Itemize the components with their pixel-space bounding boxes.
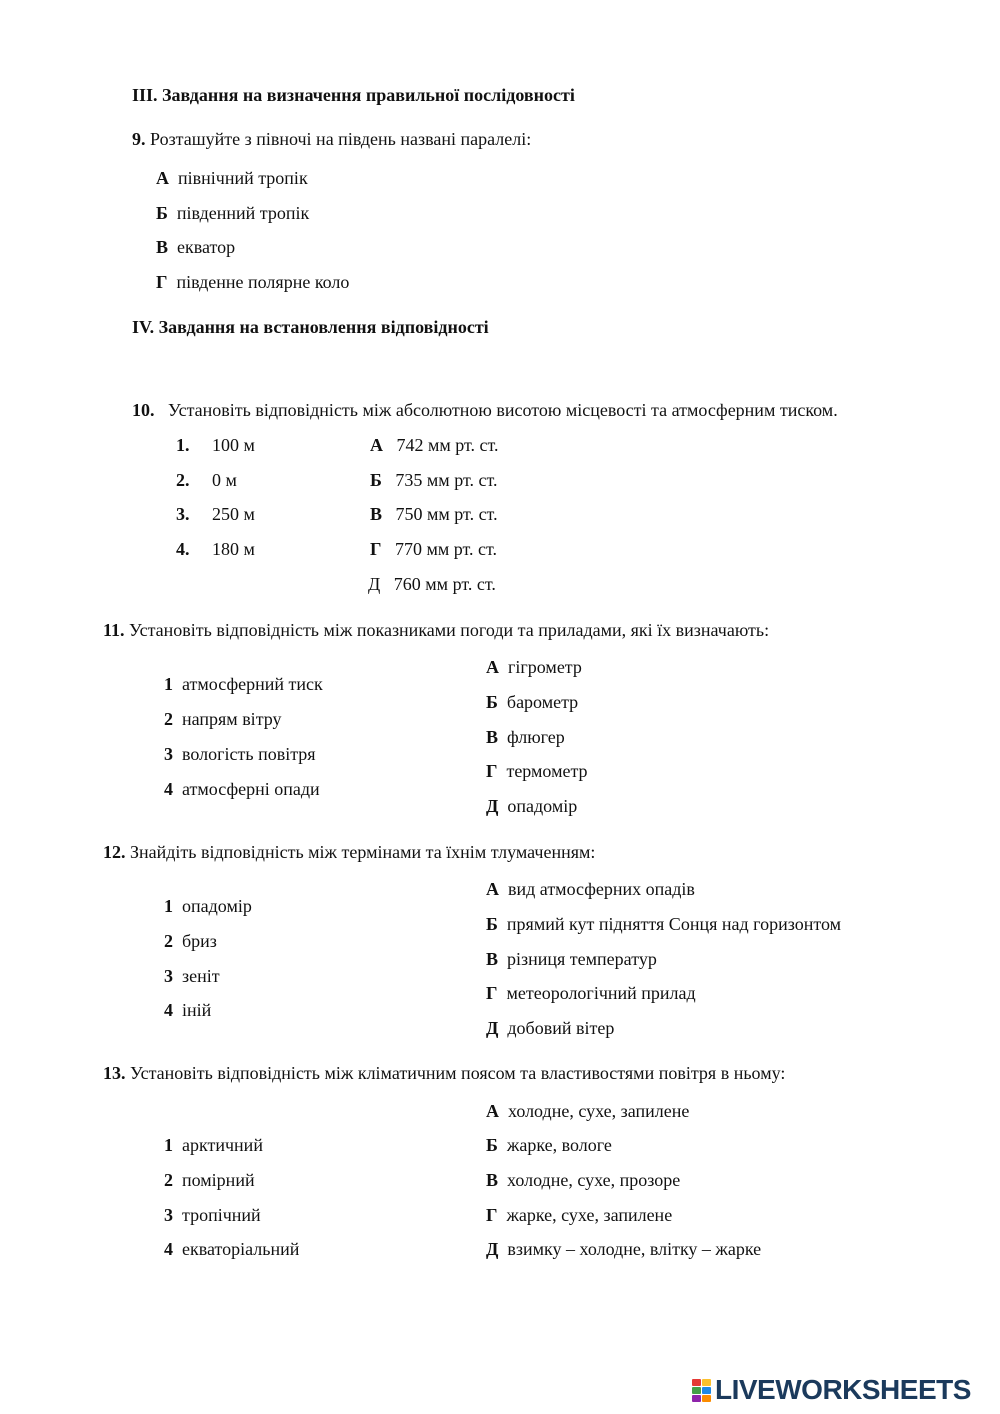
q12-left-2: 2 бриз — [164, 931, 217, 951]
logo-grid-icon — [692, 1379, 711, 1402]
question-11 — [103, 619, 769, 641]
q12-left-3: 3 зеніт — [164, 966, 220, 986]
q10-right-d: Г 770 мм рт. ст. — [370, 539, 498, 559]
question-number: 13. — [103, 1063, 126, 1083]
q11-right-a: А гігрометр — [486, 657, 582, 677]
q9-option-a: А північний тропік — [156, 168, 308, 188]
q11-right-d: Г термометр — [486, 761, 588, 781]
question-10 — [132, 399, 838, 421]
q9-option-c: В екватор — [156, 237, 236, 257]
q10-right-a: А 742 мм рт. ст. — [370, 435, 499, 455]
q10-right-c: В 750 мм рт. ст. — [370, 504, 498, 524]
question-number: 9. — [132, 129, 146, 149]
q13-left-4: 4 екваторіальний — [164, 1239, 300, 1259]
q11-left-1: 1 атмосферний тиск — [164, 674, 323, 694]
question-text: Установіть відповідність між кліматичним поясом та властивостями повітря в ньому: — [130, 1063, 786, 1083]
q12-right-e: Д добовий вітер — [486, 1018, 615, 1038]
question-number: 10. — [132, 400, 155, 420]
section-3-title: III. Завдання на визначення правильної послідовності — [132, 85, 575, 105]
q11-right-b: Б барометр — [486, 692, 579, 712]
q12-left-1: 1 опадомір — [164, 896, 252, 916]
question-text: Установіть відповідність між абсолютною висотою місцевості та атмосферним тиском. — [168, 400, 838, 420]
q10-left-key-1: 1. — [176, 435, 190, 455]
q11-left-4: 4 атмосферні опади — [164, 779, 320, 799]
question-number: 11. — [103, 620, 125, 640]
q12-right-c: В різниця температур — [486, 949, 657, 969]
logo-text: LIVEWORKSHEETS — [715, 1374, 971, 1405]
liveworksheets-logo[interactable] — [692, 1374, 971, 1406]
q13-right-d: Г жарке, сухе, запилене — [486, 1205, 673, 1225]
logo-tile-icon — [692, 1395, 701, 1402]
question-number: 12. — [103, 842, 126, 862]
logo-tile-icon — [692, 1387, 701, 1394]
question-text: Установіть відповідність між показниками погоди та приладами, які їх визначають: — [129, 620, 770, 640]
question-9 — [132, 128, 531, 150]
logo-tile-icon — [702, 1387, 711, 1394]
q13-right-a: А холодне, сухе, запилене — [486, 1101, 690, 1121]
q12-right-b: Б прямий кут підняття Сонця над горизонтом — [486, 914, 842, 934]
q10-left-text-4: 180 м — [212, 539, 255, 559]
q13-left-3: 3 тропічний — [164, 1205, 261, 1225]
q13-right-e: Д взимку – холодне, влітку – жарке — [486, 1239, 762, 1259]
q13-left-1: 1 арктичний — [164, 1135, 263, 1155]
logo-tile-icon — [692, 1379, 701, 1386]
q12-left-4: 4 іній — [164, 1000, 212, 1020]
logo-tile-icon — [702, 1395, 711, 1402]
q10-right-e: Д 760 мм рт. ст. — [368, 574, 496, 594]
q13-left-2: 2 помірний — [164, 1170, 255, 1190]
q13-right-b: Б жарке, вологе — [486, 1135, 612, 1155]
q11-right-c: В флюгер — [486, 727, 565, 747]
q11-left-2: 2 напрям вітру — [164, 709, 282, 729]
q13-right-c: В холодне, сухе, прозоре — [486, 1170, 681, 1190]
q12-right-a: А вид атмосферних опадів — [486, 879, 695, 899]
q10-left-key-3: 3. — [176, 504, 190, 524]
question-text: Знайдіть відповідність між термінами та їхнім тлумаченням: — [130, 842, 596, 862]
q9-option-d: Г південне полярне коло — [156, 272, 350, 292]
q10-left-key-2: 2. — [176, 470, 190, 490]
question-12 — [103, 841, 595, 863]
q12-right-d: Г метеорологічний прилад — [486, 983, 696, 1003]
q10-right-b: Б 735 мм рт. ст. — [370, 470, 498, 490]
question-13 — [103, 1062, 785, 1084]
q11-right-e: Д опадомір — [486, 796, 578, 816]
q10-left-text-3: 250 м — [212, 504, 255, 524]
q10-left-text-1: 100 м — [212, 435, 255, 455]
q11-left-3: 3 вологість повітря — [164, 744, 316, 764]
q10-left-key-4: 4. — [176, 539, 190, 559]
logo-tile-icon — [702, 1379, 711, 1386]
q10-left-text-2: 0 м — [212, 470, 237, 490]
question-text: Розташуйте з півночі на південь названі паралелі: — [150, 129, 532, 149]
q9-option-b: Б південний тропік — [156, 203, 310, 223]
section-4-title: IV. Завдання на встановлення відповідності — [132, 317, 489, 337]
